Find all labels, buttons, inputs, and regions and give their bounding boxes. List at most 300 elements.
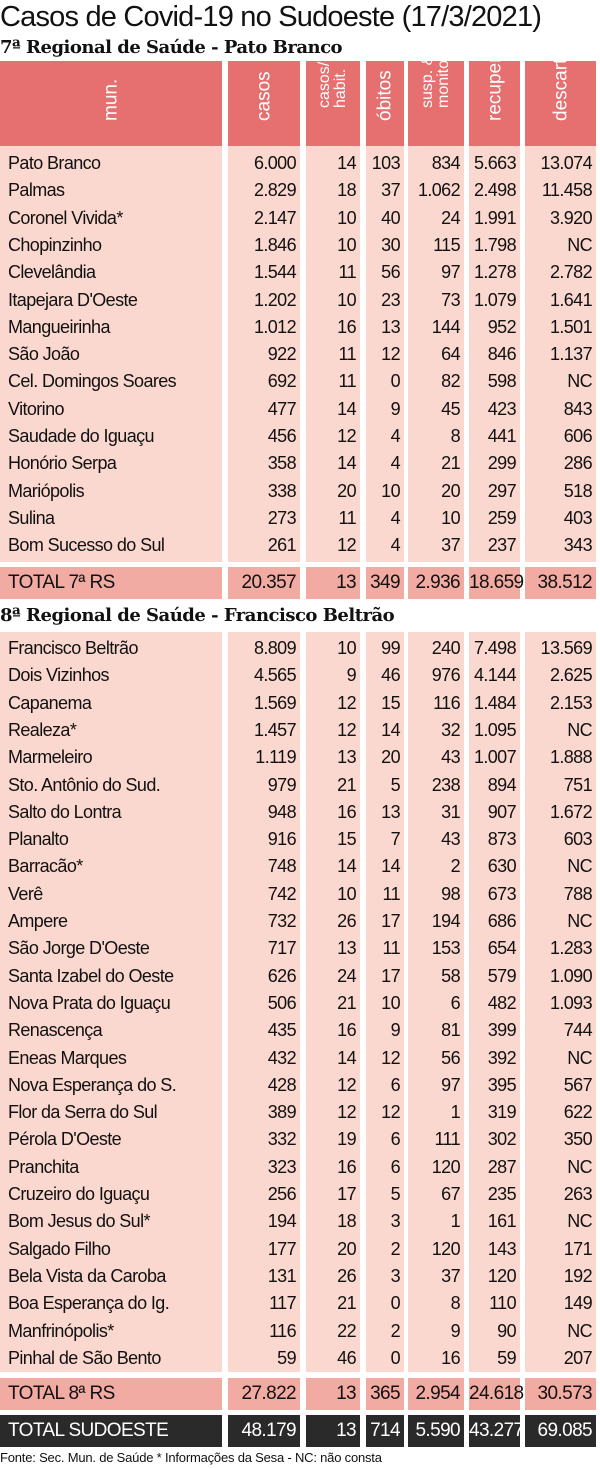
cell-casos: 432 — [267, 1047, 296, 1068]
cell-descart: 1.641 — [549, 289, 592, 310]
cell-casos: 256 — [267, 1184, 296, 1204]
cell-descart: 343 — [563, 535, 592, 556]
cell-obitos: 20 — [381, 747, 400, 768]
cell-casos-habit: 17 — [337, 1184, 356, 1204]
cell-mun: Cruzeiro do Iguaçu — [8, 1184, 150, 1204]
cell-recuper: 5.663 — [473, 153, 516, 173]
cell-obitos: 4 — [390, 453, 400, 474]
cell-recuper: 259 — [487, 507, 516, 528]
table-row — [0, 1290, 600, 1317]
cell-susp-monitor: 82 — [441, 371, 460, 392]
cell-obitos: 2 — [390, 1238, 400, 1259]
table-row — [0, 1017, 600, 1044]
cell-mun: Bela Vista da Caroba — [8, 1265, 166, 1286]
cell-susp-monitor: 16 — [441, 1347, 460, 1368]
cell-descart: 263 — [563, 1184, 592, 1204]
cell-susp-monitor: 81 — [441, 1020, 460, 1041]
cell-descart: 38.512 — [537, 572, 592, 593]
cell-susp-monitor: 111 — [434, 1129, 460, 1150]
cell-casos-habit: 46 — [337, 1347, 356, 1368]
cell-casos: 177 — [267, 1238, 296, 1259]
cell-casos-habit: 13 — [336, 1420, 356, 1441]
cell-recuper: 482 — [487, 992, 516, 1013]
page-title: Casos de Covid-19 no Sudoeste (17/3/2021) — [0, 1, 542, 33]
cell-susp-monitor: 31 — [441, 801, 460, 822]
cell-recuper: 110 — [489, 1293, 516, 1314]
cell-recuper: 399 — [487, 1020, 516, 1041]
cell-casos-habit: 14 — [337, 153, 356, 173]
table-row — [0, 341, 600, 368]
table-row — [0, 1263, 600, 1290]
cell-susp-monitor: 37 — [441, 1265, 460, 1286]
cell-casos-habit: 16 — [337, 801, 356, 822]
cell-obitos: 14 — [381, 856, 400, 877]
cell-casos: 332 — [267, 1129, 296, 1150]
cell-casos-habit: 12 — [337, 535, 356, 556]
cell-casos-habit: 21 — [337, 1293, 356, 1314]
table-row — [0, 963, 600, 990]
cell-descart: 788 — [563, 883, 592, 904]
cell-obitos: 12 — [381, 1102, 400, 1123]
cell-descart: NC — [567, 1320, 592, 1341]
table-row — [0, 205, 600, 232]
cell-casos: 692 — [267, 371, 296, 392]
cell-obitos: 7 — [390, 829, 400, 850]
cell-obitos: 365 — [370, 1383, 400, 1404]
cell-mun: Bom Jesus do Sul* — [8, 1211, 150, 1232]
table-row — [0, 1236, 600, 1263]
cell-obitos: 10 — [381, 992, 400, 1013]
cell-susp-monitor: 32 — [441, 719, 460, 740]
cell-mun: Sulina — [8, 507, 55, 528]
cell-casos-habit: 12 — [337, 719, 356, 740]
cell-casos-habit: 20 — [337, 480, 356, 501]
cell-casos-habit: 11 — [338, 507, 356, 528]
cell-susp-monitor: 9 — [450, 1320, 460, 1341]
cell-obitos: 4 — [390, 535, 400, 556]
cell-casos-habit: 11 — [338, 371, 356, 392]
cell-casos-habit: 16 — [337, 1156, 356, 1177]
cell-casos: 273 — [267, 507, 296, 528]
cell-obitos: 30 — [381, 234, 400, 255]
cell-recuper: 1.095 — [473, 719, 516, 740]
cell-susp-monitor: 8 — [450, 426, 460, 446]
table-row — [0, 450, 600, 477]
cell-casos: 48.179 — [241, 1420, 296, 1441]
cell-obitos: 6 — [390, 1129, 400, 1150]
table-row — [0, 1045, 600, 1072]
cell-susp-monitor: 834 — [431, 153, 460, 173]
cell-descart: NC — [567, 911, 592, 931]
cell-obitos: 2 — [390, 1320, 400, 1341]
cell-recuper: 161 — [487, 1211, 516, 1232]
cell-casos-habit: 10 — [337, 207, 356, 228]
table-row — [0, 505, 600, 532]
cell-casos-habit: 11 — [338, 344, 356, 365]
cell-mun: TOTAL SUDOESTE — [8, 1420, 169, 1441]
cell-casos-habit: 18 — [337, 1211, 356, 1232]
cell-mun: São Jorge D'Oeste — [8, 938, 150, 959]
cell-mun: Honório Serpa — [8, 453, 117, 474]
cell-obitos: 56 — [381, 262, 400, 283]
section-heading-8rs: 8ª Regional de Saúde - Francisco Beltrão — [0, 605, 395, 626]
cell-recuper: 907 — [487, 801, 516, 822]
cell-obitos: 9 — [390, 398, 400, 419]
cell-descart: 11.458 — [541, 180, 592, 201]
cell-descart: 606 — [563, 426, 592, 446]
cell-susp-monitor: 238 — [431, 774, 460, 795]
cell-obitos: 6 — [390, 1074, 400, 1095]
cell-obitos: 13 — [381, 801, 400, 822]
cell-descart: NC — [567, 1211, 592, 1232]
cell-descart: 1.672 — [549, 801, 592, 822]
cell-obitos: 40 — [381, 207, 400, 228]
cell-susp-monitor: 976 — [431, 665, 460, 686]
cell-casos: 477 — [267, 398, 296, 419]
cell-recuper: 235 — [487, 1184, 516, 1204]
cell-susp-monitor: 67 — [441, 1184, 460, 1204]
table-row — [0, 287, 600, 314]
cell-descart: 751 — [563, 774, 592, 795]
cell-mun: Renascença — [8, 1020, 103, 1041]
cell-obitos: 0 — [390, 371, 400, 392]
cell-recuper: 297 — [487, 480, 516, 501]
cell-descart: NC — [567, 719, 592, 740]
cell-casos: 916 — [267, 829, 296, 850]
cell-casos: 4.565 — [253, 665, 296, 686]
cell-susp-monitor: 43 — [441, 747, 460, 768]
cell-recuper: 120 — [487, 1265, 516, 1286]
table-row — [0, 232, 600, 259]
cell-mun: Boa Esperança do Ig. — [8, 1293, 170, 1314]
cell-casos: 742 — [267, 883, 296, 904]
cell-recuper: 287 — [487, 1156, 516, 1177]
cell-descart: 603 — [563, 829, 592, 850]
cell-obitos: 9 — [390, 1020, 400, 1041]
cell-recuper: 1.007 — [473, 747, 516, 768]
total-row-7rs — [0, 567, 600, 599]
cell-casos-habit: 12 — [337, 1074, 356, 1095]
cell-mun: Flor da Serra do Sul — [8, 1102, 158, 1123]
cell-mun: Pérola D'Oeste — [8, 1129, 122, 1150]
header-label-susp-monitor: susp. & monitor. — [419, 51, 452, 108]
cell-descart: 1.137 — [549, 344, 592, 365]
cell-susp-monitor: 153 — [431, 938, 460, 959]
cell-obitos: 5 — [390, 1184, 400, 1204]
cell-casos-habit: 14 — [337, 453, 356, 474]
cell-susp-monitor: 1 — [450, 1102, 460, 1123]
cell-recuper: 952 — [487, 316, 516, 337]
header-recuper — [469, 52, 520, 146]
cell-mun: São João — [8, 344, 80, 365]
cell-recuper: 673 — [487, 883, 516, 904]
cell-casos-habit: 13 — [336, 572, 356, 593]
cell-obitos: 714 — [370, 1420, 400, 1441]
header-casos-habit — [306, 61, 360, 146]
cell-descart: 149 — [563, 1293, 592, 1314]
table-row — [0, 826, 600, 853]
table-row — [0, 423, 600, 450]
cell-casos-habit: 26 — [337, 1265, 356, 1286]
cell-recuper: 18.659 — [469, 572, 524, 593]
cell-obitos: 13 — [381, 316, 400, 337]
cell-casos: 456 — [267, 426, 296, 446]
cell-recuper: 4.144 — [473, 665, 516, 686]
cell-descart: 207 — [563, 1347, 592, 1368]
cell-susp-monitor: 8 — [450, 1293, 460, 1314]
cell-descart: 286 — [563, 453, 592, 474]
cell-recuper: 598 — [487, 371, 516, 392]
cell-mun: Manfrinópolis* — [8, 1320, 114, 1341]
cell-mun: Pato Branco — [8, 153, 101, 173]
cell-casos-habit: 13 — [337, 747, 356, 768]
cell-mun: Marmeleiro — [8, 747, 93, 768]
cell-casos-habit: 12 — [337, 1102, 356, 1123]
cell-mun: Planalto — [8, 829, 69, 850]
cell-obitos: 4 — [390, 426, 400, 446]
cell-casos-habit: 14 — [337, 856, 356, 877]
cell-mun: Santa Izabel do Oeste — [8, 965, 174, 986]
header-label-recuper: recuper. — [484, 52, 505, 121]
cell-descart: 3.920 — [549, 207, 592, 228]
cell-casos: 116 — [269, 1320, 296, 1341]
cell-descart: 1.090 — [549, 965, 592, 986]
table-row — [0, 1126, 600, 1153]
cell-susp-monitor: 58 — [441, 965, 460, 986]
header-descart — [525, 53, 596, 146]
header-mun — [0, 61, 222, 146]
table-row — [0, 1072, 600, 1099]
cell-recuper: 1.484 — [473, 692, 516, 713]
cell-susp-monitor: 24 — [441, 207, 460, 228]
header-label-mun: mun. — [100, 78, 122, 121]
cell-descart: 13.569 — [540, 638, 592, 658]
cell-casos: 117 — [269, 1293, 296, 1314]
cell-casos-habit: 13 — [337, 938, 356, 959]
cell-casos: 8.809 — [253, 638, 296, 658]
cell-mun: Dois Vizinhos — [8, 665, 109, 686]
cell-mun: Francisco Beltrão — [8, 638, 138, 658]
cell-obitos: 10 — [381, 480, 400, 501]
cell-descart: NC — [567, 1047, 592, 1068]
cell-susp-monitor: 120 — [431, 1156, 460, 1177]
cell-recuper: 302 — [487, 1129, 516, 1150]
cell-mun: Nova Prata do Iguaçu — [8, 992, 171, 1013]
cell-recuper: 873 — [487, 829, 516, 850]
cell-recuper: 319 — [487, 1102, 516, 1123]
cell-casos: 717 — [267, 938, 296, 959]
cell-obitos: 12 — [381, 1047, 400, 1068]
table-row — [0, 908, 600, 935]
cell-obitos: 14 — [381, 719, 400, 740]
cell-recuper: 7.498 — [473, 638, 516, 658]
cell-recuper: 894 — [487, 774, 516, 795]
cell-obitos: 17 — [381, 911, 400, 931]
table-row — [0, 1181, 600, 1208]
cell-susp-monitor: 97 — [441, 1074, 460, 1095]
cell-recuper: 395 — [487, 1074, 516, 1095]
cell-recuper: 1.991 — [473, 207, 516, 228]
cell-casos-habit: 24 — [337, 965, 356, 986]
cell-obitos: 3 — [390, 1211, 400, 1232]
cell-obitos: 11 — [382, 883, 400, 904]
cell-recuper: 1.798 — [473, 234, 516, 255]
cell-susp-monitor: 144 — [431, 316, 460, 337]
cell-casos-habit: 16 — [337, 316, 356, 337]
cell-casos: 979 — [267, 774, 296, 795]
cell-descart: 567 — [563, 1074, 592, 1095]
cell-casos-habit: 21 — [337, 992, 356, 1013]
cell-mun: Saudade do Iguaçu — [8, 426, 154, 446]
cell-susp-monitor: 194 — [431, 911, 460, 931]
cell-susp-monitor: 2 — [450, 856, 460, 877]
table-row — [0, 1154, 600, 1181]
cell-mun: Palmas — [8, 180, 65, 201]
cell-mun: Bom Sucesso do Sul — [8, 535, 165, 556]
table-row — [0, 853, 600, 880]
cell-casos-habit: 20 — [337, 1238, 356, 1259]
cell-mun: TOTAL 7ª RS — [8, 572, 115, 593]
cell-recuper: 441 — [487, 426, 516, 446]
cell-casos: 1.846 — [253, 234, 296, 255]
cell-obitos: 3 — [390, 1265, 400, 1286]
header-label-casos-habit: casos/ habit. — [316, 61, 349, 108]
cell-mun: Salgado Filho — [8, 1238, 111, 1259]
header-obitos — [366, 61, 404, 146]
cell-mun: Capanema — [8, 692, 92, 713]
cell-descart: 403 — [563, 507, 592, 528]
cell-mun: Itapejara D'Oeste — [8, 289, 138, 310]
cell-casos: 1.119 — [255, 747, 296, 768]
cell-descart: 1.093 — [549, 992, 592, 1013]
table-row — [0, 935, 600, 962]
table-row — [0, 799, 600, 826]
cell-casos: 428 — [267, 1074, 296, 1095]
header-susp-monitor — [408, 51, 464, 146]
cell-obitos: 103 — [371, 153, 400, 173]
cell-descart: 744 — [563, 1020, 592, 1041]
cell-casos: 1.202 — [253, 289, 296, 310]
cell-descart: NC — [567, 234, 592, 255]
cell-recuper: 392 — [487, 1047, 516, 1068]
cell-descart: 843 — [563, 398, 592, 419]
cell-recuper: 299 — [487, 453, 516, 474]
cell-descart: 2.625 — [549, 665, 592, 686]
cell-recuper: 654 — [487, 938, 516, 959]
cell-casos: 2.147 — [253, 207, 296, 228]
cell-descart: 1.501 — [549, 316, 592, 337]
cell-casos-habit: 12 — [337, 692, 356, 713]
cell-recuper: 2.498 — [473, 180, 516, 201]
cell-susp-monitor: 115 — [433, 234, 460, 255]
table-row — [0, 881, 600, 908]
cell-casos: 261 — [267, 535, 296, 556]
cell-obitos: 23 — [381, 289, 400, 310]
cell-recuper: 579 — [487, 965, 516, 986]
cell-recuper: 686 — [487, 911, 516, 931]
cell-descart: 622 — [563, 1102, 592, 1123]
cell-mun: Realeza* — [8, 719, 77, 740]
cell-recuper: 1.278 — [473, 262, 516, 283]
header-casos — [228, 61, 300, 146]
cell-casos-habit: 18 — [337, 180, 356, 201]
table-row — [0, 690, 600, 717]
cell-casos: 2.829 — [253, 180, 296, 201]
cell-susp-monitor: 1.062 — [417, 180, 460, 201]
cell-casos-habit: 11 — [338, 262, 356, 283]
cell-casos-habit: 10 — [337, 638, 356, 658]
table-row — [0, 368, 600, 395]
cell-susp-monitor: 64 — [441, 344, 460, 365]
table-row — [0, 177, 600, 204]
cell-susp-monitor: 97 — [441, 262, 460, 283]
cell-descart: 171 — [563, 1238, 592, 1259]
cell-mun: Mangueirinha — [8, 316, 110, 337]
cell-mun: Chopinzinho — [8, 234, 102, 255]
cell-recuper: 423 — [487, 398, 516, 419]
cell-casos: 1.457 — [253, 719, 296, 740]
cell-obitos: 46 — [381, 665, 400, 686]
cell-casos: 948 — [267, 801, 296, 822]
cell-casos: 59 — [277, 1347, 296, 1368]
cell-susp-monitor: 43 — [441, 829, 460, 850]
cell-mun: Mariópolis — [8, 480, 85, 501]
table-header — [0, 51, 600, 146]
cell-obitos: 12 — [381, 344, 400, 365]
cell-obitos: 0 — [390, 1347, 400, 1368]
cell-descart: 518 — [563, 480, 592, 501]
cell-casos: 389 — [267, 1102, 296, 1123]
cell-obitos: 4 — [390, 507, 400, 528]
cell-casos: 20.357 — [241, 572, 296, 593]
cell-obitos: 15 — [381, 692, 400, 713]
cell-susp-monitor: 56 — [441, 1047, 460, 1068]
cell-susp-monitor: 5.590 — [415, 1420, 460, 1441]
cell-descart: 2.782 — [549, 262, 592, 283]
total-row-8rs — [0, 1378, 600, 1410]
cell-casos-habit: 12 — [337, 426, 356, 446]
cell-descart: 69.085 — [537, 1420, 592, 1441]
cell-casos-habit: 9 — [346, 665, 356, 686]
cell-casos: 435 — [267, 1020, 296, 1041]
cell-susp-monitor: 45 — [441, 398, 460, 419]
cell-casos-habit: 19 — [337, 1129, 356, 1150]
cell-casos: 194 — [267, 1211, 296, 1232]
table-row — [0, 1208, 600, 1235]
cell-mun: Pinhal de São Bento — [8, 1347, 161, 1368]
cell-obitos: 17 — [381, 965, 400, 986]
cell-casos: 358 — [267, 453, 296, 474]
cell-casos-habit: 10 — [337, 289, 356, 310]
cell-susp-monitor: 21 — [441, 453, 460, 474]
table-row — [0, 744, 600, 771]
cell-casos-habit: 13 — [336, 1383, 356, 1404]
cell-mun: Salto do Lontra — [8, 801, 122, 822]
table-row — [0, 259, 600, 286]
header-label-casos: casos — [253, 71, 275, 121]
table-row — [0, 635, 600, 662]
cell-descart: NC — [567, 1156, 592, 1177]
cell-casos: 1.544 — [253, 262, 296, 283]
cell-mun: Verê — [8, 883, 43, 904]
cell-casos: 323 — [267, 1156, 296, 1177]
table-row — [0, 990, 600, 1017]
cell-casos: 626 — [267, 965, 296, 986]
cell-casos: 1.569 — [253, 692, 296, 713]
cell-descart: 350 — [563, 1129, 592, 1150]
cell-descart: 13.074 — [540, 153, 592, 173]
cell-mun: TOTAL 8ª RS — [8, 1383, 115, 1404]
